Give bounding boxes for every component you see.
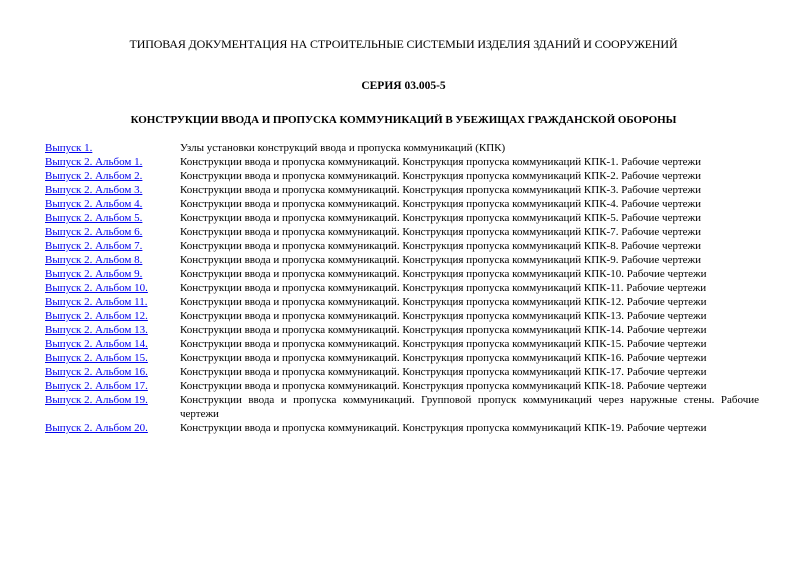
list-item [45,169,759,183]
volume-link[interactable]: Выпуск 2. Альбом 3. [45,184,143,196]
volume-description: Конструкции ввода и пропуска коммуникаций. Конструкция пропуска коммуникаций КПК-13. Рабочие чертежи [180,310,707,322]
volume-link[interactable]: Выпуск 2. Альбом 10. [45,282,148,294]
list-item [45,379,759,393]
volume-description: Конструкции ввода и пропуска коммуникаций. Конструкция пропуска коммуникаций КПК-1. Рабочие чертежи [180,156,702,168]
list-item [45,267,759,281]
volume-description: Конструкции ввода и пропуска коммуникаций. Групповой пропуск коммуникаций через наружные стены. Рабочие чертежи [180,394,759,420]
list-item [45,421,759,435]
volume-link[interactable]: Выпуск 2. Альбом 17. [45,380,148,392]
volume-link[interactable]: Выпуск 2. Альбом 11. [45,296,148,308]
volume-description: Конструкции ввода и пропуска коммуникаций. Конструкция пропуска коммуникаций КПК-15. Рабочие чертежи [180,338,707,350]
volume-description: Конструкции ввода и пропуска коммуникаций. Конструкция пропуска коммуникаций КПК-5. Рабочие чертежи [180,212,702,224]
series-title: СЕРИЯ 03.005-5 [361,80,446,92]
volume-description: Конструкции ввода и пропуска коммуникаций. Конструкция пропуска коммуникаций КПК-11. Рабочие чертежи [180,282,707,294]
volume-description: Конструкции ввода и пропуска коммуникаций. Конструкция пропуска коммуникаций КПК-14. Рабочие чертежи [180,324,707,336]
volume-link[interactable]: Выпуск 2. Альбом 20. [45,422,148,434]
volume-description: Конструкции ввода и пропуска коммуникаций. Конструкция пропуска коммуникаций КПК-16. Рабочие чертежи [180,352,707,364]
volume-link[interactable]: Выпуск 2. Альбом 19. [45,394,148,406]
volume-link[interactable]: Выпуск 2. Альбом 7. [45,240,143,252]
volume-description: Конструкции ввода и пропуска коммуникаций. Конструкция пропуска коммуникаций КПК-3. Рабочие чертежи [180,184,702,196]
list-item [45,295,759,309]
volume-description: Конструкции ввода и пропуска коммуникаций. Конструкция пропуска коммуникаций КПК-9. Рабочие чертежи [180,254,702,266]
volume-link[interactable]: Выпуск 1. [45,142,93,154]
list-item [45,323,759,337]
volume-description: Конструкции ввода и пропуска коммуникаций. Конструкция пропуска коммуникаций КПК-2. Рабочие чертежи [180,170,702,182]
list-item [45,253,759,267]
entry-list [45,141,759,435]
volume-description: Конструкции ввода и пропуска коммуникаций. Конструкция пропуска коммуникаций КПК-18. Рабочие чертежи [180,380,707,392]
volume-description: Конструкции ввода и пропуска коммуникаций. Конструкция пропуска коммуникаций КПК-12. Рабочие чертежи [180,296,707,308]
list-item [45,365,759,379]
list-item [45,155,759,169]
document-header: ТИПОВАЯ ДОКУМЕНТАЦИЯ НА СТРОИТЕЛЬНЫЕ СИСТЕМЫИ ИЗДЕЛИЯ ЗДАНИЙ И СООРУЖЕНИЙ [129,37,678,51]
volume-link[interactable]: Выпуск 2. Альбом 4. [45,198,143,210]
volume-link[interactable]: Выпуск 2. Альбом 14. [45,338,148,350]
list-item [45,281,759,295]
volume-description: Узлы установки конструкций ввода и пропуска коммуникаций (КПК) [180,142,506,154]
volume-link[interactable]: Выпуск 2. Альбом 13. [45,324,148,336]
volume-link[interactable]: Выпуск 2. Альбом 9. [45,268,143,280]
volume-description: Конструкции ввода и пропуска коммуникаций. Конструкция пропуска коммуникаций КПК-7. Рабочие чертежи [180,226,702,238]
list-item [45,351,759,365]
volume-description: Конструкции ввода и пропуска коммуникаций. Конструкция пропуска коммуникаций КПК-19. Рабочие чертежи [180,422,707,434]
volume-link[interactable]: Выпуск 2. Альбом 5. [45,212,143,224]
volume-description: Конструкции ввода и пропуска коммуникаций. Конструкция пропуска коммуникаций КПК-17. Рабочие чертежи [180,366,707,378]
volume-link[interactable]: Выпуск 2. Альбом 1. [45,156,143,168]
volume-link[interactable]: Выпуск 2. Альбом 16. [45,366,148,378]
volume-description: Конструкции ввода и пропуска коммуникаций. Конструкция пропуска коммуникаций КПК-4. Рабочие чертежи [180,198,702,210]
list-item [45,211,759,225]
volume-link[interactable]: Выпуск 2. Альбом 6. [45,226,143,238]
list-item [45,183,759,197]
list-item [45,309,759,323]
list-item [45,197,759,211]
volume-description: Конструкции ввода и пропуска коммуникаций. Конструкция пропуска коммуникаций КПК-10. Рабочие чертежи [180,268,707,280]
list-item [45,337,759,351]
volume-link[interactable]: Выпуск 2. Альбом 8. [45,254,143,266]
volume-link[interactable]: Выпуск 2. Альбом 12. [45,310,148,322]
volume-link[interactable]: Выпуск 2. Альбом 2. [45,170,143,182]
list-item [45,225,759,239]
list-item [45,239,759,253]
volume-link[interactable]: Выпуск 2. Альбом 15. [45,352,148,364]
volume-description: Конструкции ввода и пропуска коммуникаций. Конструкция пропуска коммуникаций КПК-8. Рабочие чертежи [180,240,702,252]
list-item [45,141,759,155]
document-title: КОНСТРУКЦИИ ВВОДА И ПРОПУСКА КОММУНИКАЦИЙ В УБЕЖИЩАХ ГРАЖДАНСКОЙ ОБОРОНЫ [130,114,677,126]
list-item [45,393,759,421]
